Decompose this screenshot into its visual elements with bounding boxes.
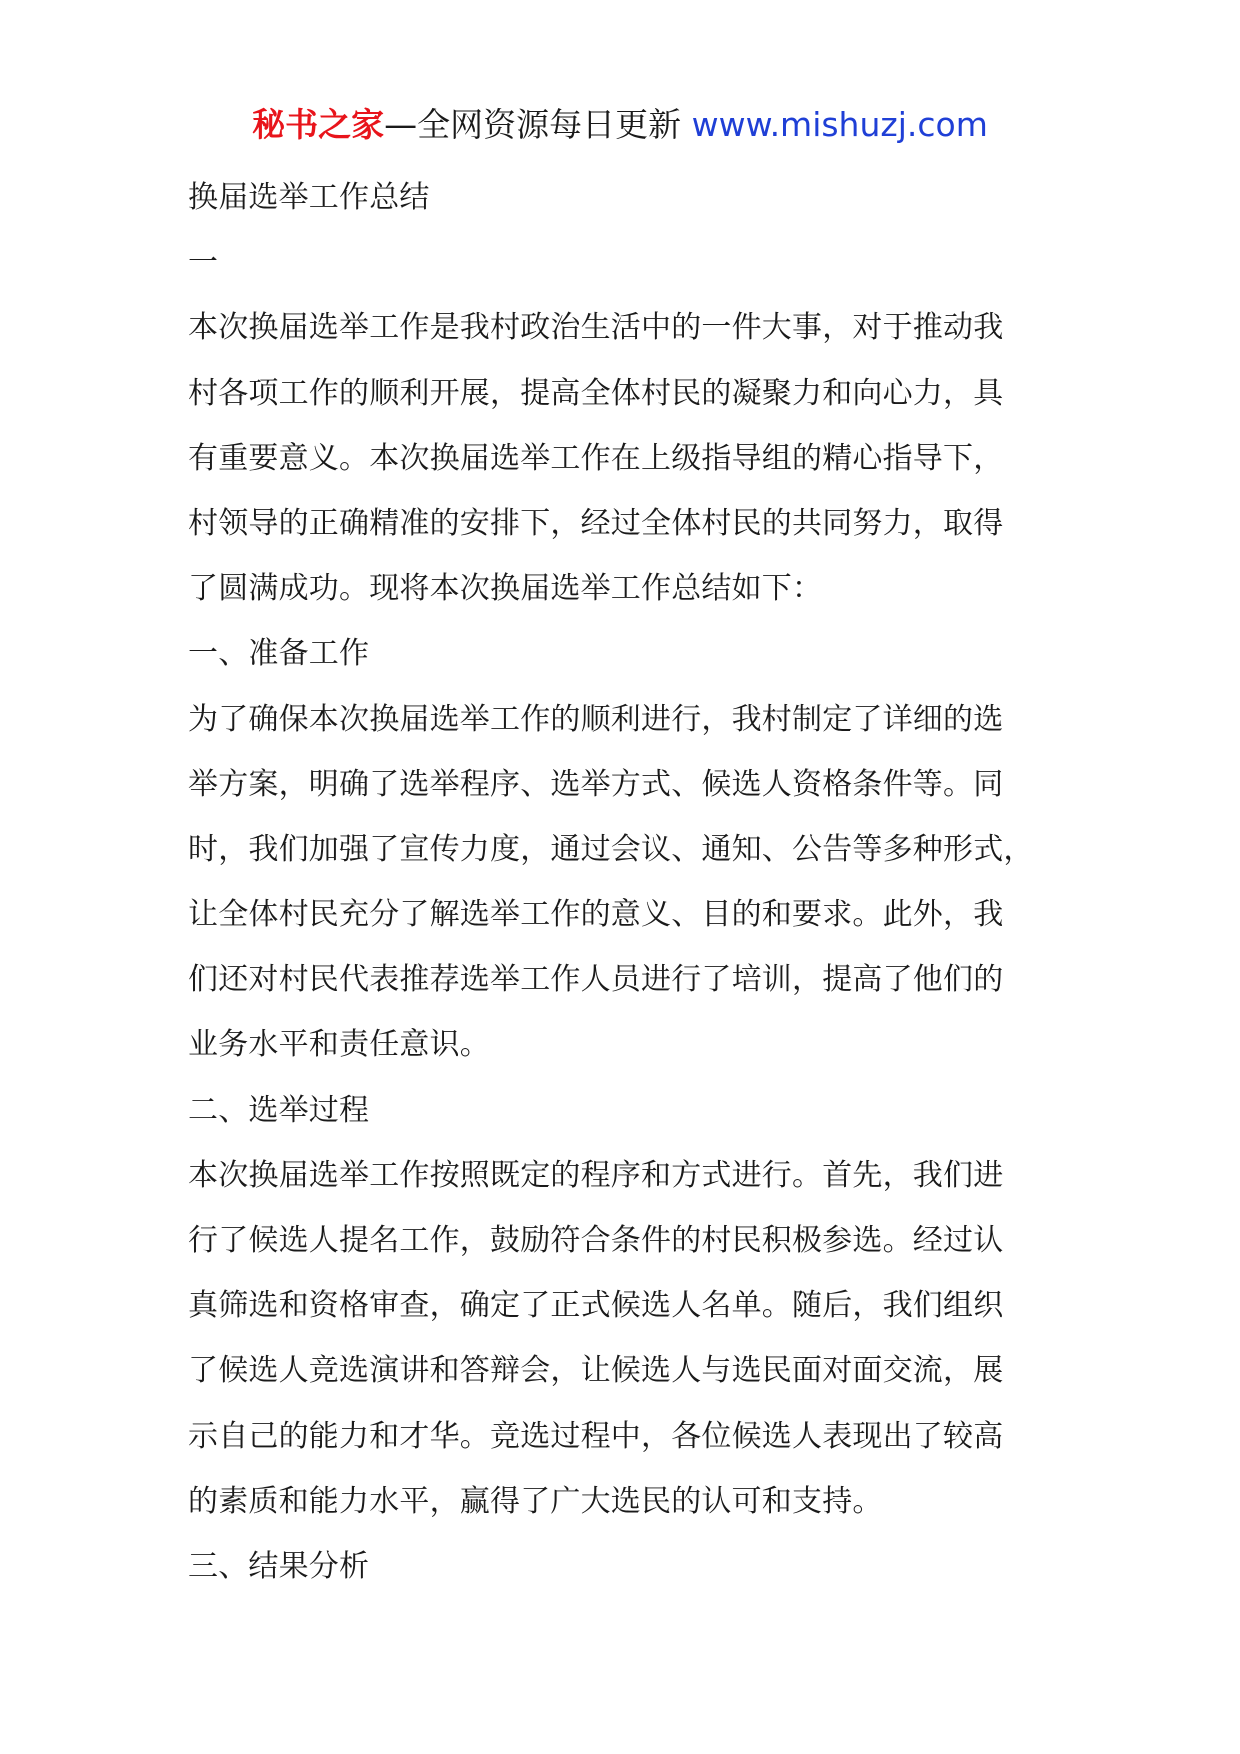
document-body (188, 165, 1088, 1599)
section-heading-results: 三、结果分析 (188, 1548, 370, 1584)
text-line: 有重要意义。本次换届选举工作在上级指导组的精心指导下， (188, 440, 1004, 476)
text-line: 让全体村民充分了解选举工作的意义、目的和要求。此外，我 (188, 897, 1004, 933)
text-line: 们还对村民代表推荐选举工作人员进行了培训，提高了他们的 (188, 962, 1004, 998)
text-line: 村各项工作的顺利开展，提高全体村民的凝聚力和向心力，具 (188, 375, 1004, 411)
text-line: 行了候选人提名工作，鼓励符合条件的村民积极参选。经过认 (188, 1223, 1004, 1258)
section-number: 一 (188, 245, 219, 281)
text-line: 村领导的正确精准的安排下，经过全体村民的共同努力，取得 (188, 505, 1004, 541)
text-line: 示自己的能力和才华。竞选过程中，各位候选人表现出了较高 (188, 1418, 1004, 1454)
site-url-link[interactable]: www.mishuzj.com (691, 105, 988, 144)
text-line: 了候选人竞选演讲和答辩会，让候选人与选民面对面交流，展 (188, 1353, 1004, 1389)
text-line: 业务水平和责任意识。 (188, 1027, 490, 1063)
text-line: 本次换届选举工作按照既定的程序和方式进行。首先，我们进 (188, 1157, 1004, 1193)
brand-name: 秘书之家 (252, 105, 385, 144)
text-line: 本次换届选举工作是我村政治生活中的一件大事，对于推动我 (188, 310, 1004, 346)
header-tagline: —全网资源每日更新 (384, 105, 692, 144)
text-line: 举方案，明确了选举程序、选举方式、候选人资格条件等。同 (188, 766, 1004, 802)
text-line: 为了确保本次换届选举工作的顺利进行，我村制定了详细的选 (188, 701, 1004, 737)
text-line: 时，我们加强了宣传力度，通过会议、通知、公告等多种形式， (188, 831, 1034, 867)
section-heading-preparation: 一、准备工作 (188, 636, 370, 672)
site-header (0, 100, 1240, 150)
text-line: 真筛选和资格审查，确定了正式候选人名单。随后，我们组织 (188, 1288, 1004, 1324)
document-title: 换届选举工作总结 (188, 180, 430, 215)
text-line: 了圆满成功。现将本次换届选举工作总结如下： (188, 571, 823, 607)
section-heading-process: 二、选举过程 (188, 1092, 370, 1128)
text-line: 的素质和能力水平，赢得了广大选民的认可和支持。 (188, 1483, 883, 1519)
